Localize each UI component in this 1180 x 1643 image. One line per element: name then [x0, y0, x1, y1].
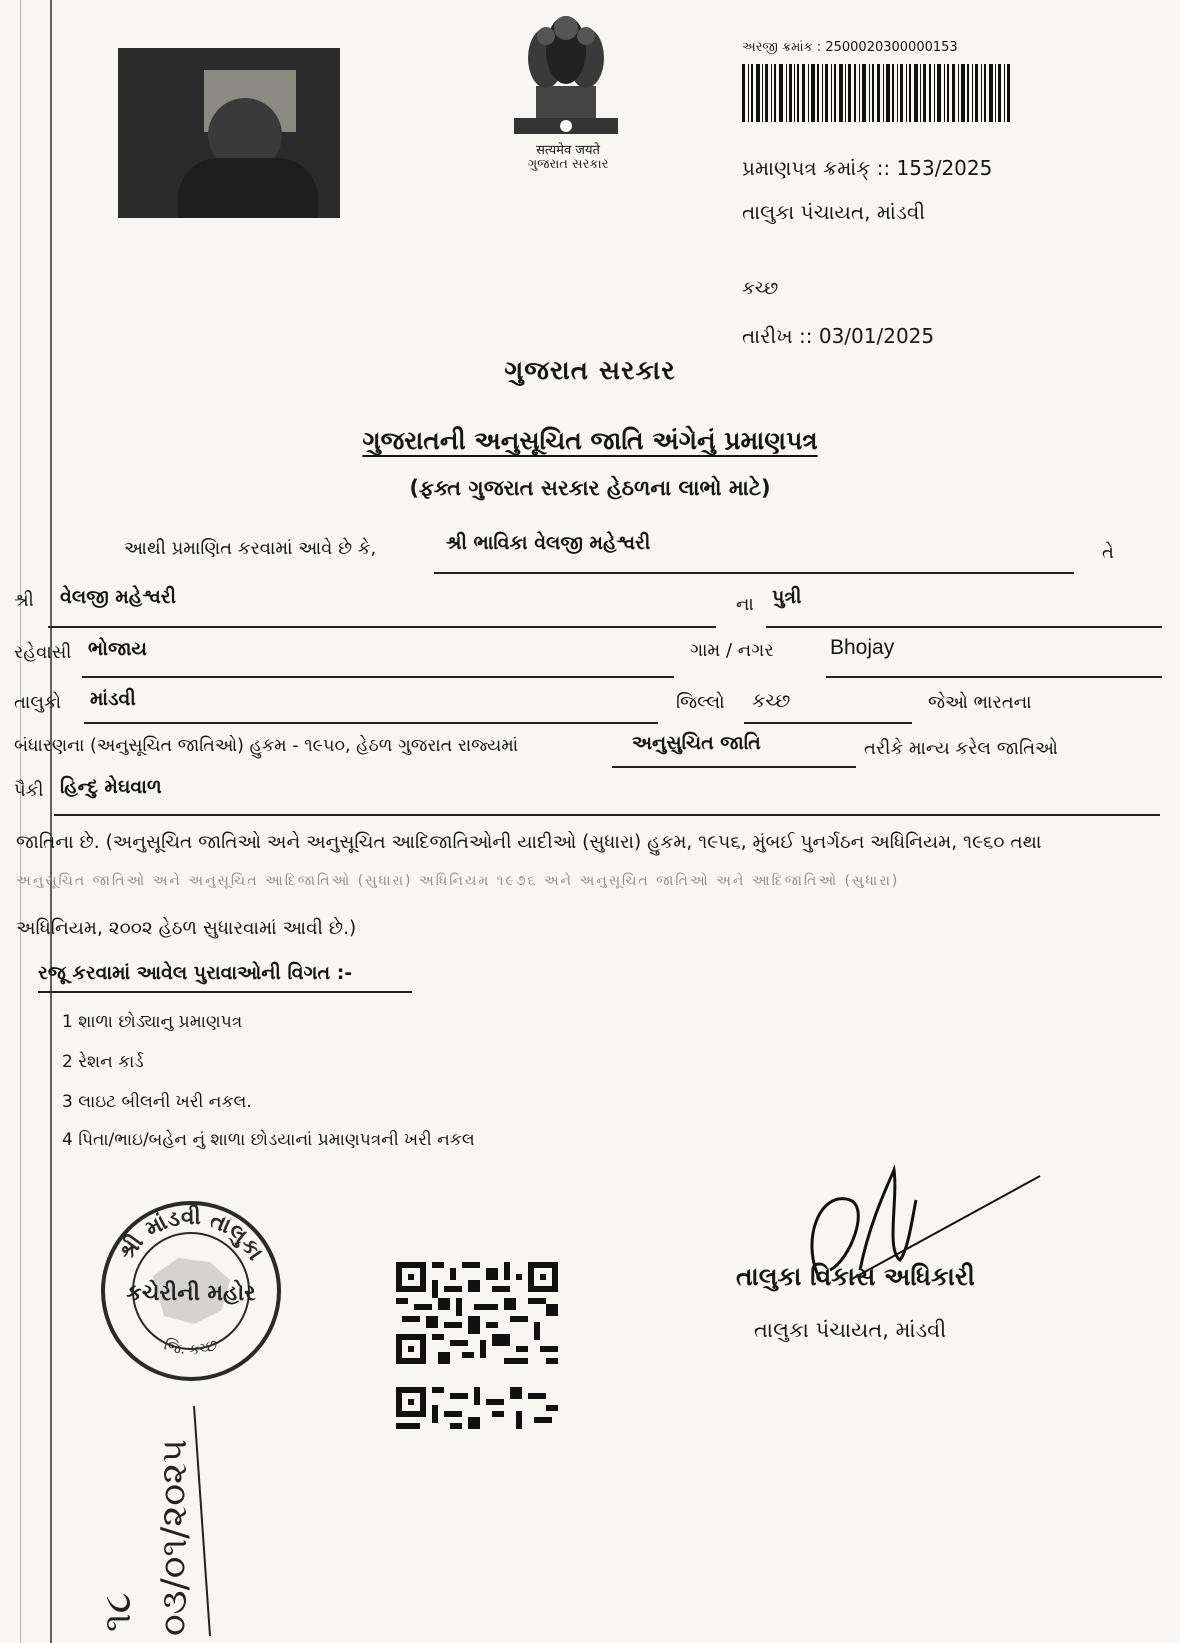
resident-line [82, 676, 674, 678]
national-emblem-icon [506, 6, 626, 146]
government-title: ગુજરાત સરકાર [504, 356, 676, 386]
recognized-text: તરીકે માન્ય કરેલ જાતિઓ [864, 738, 1058, 759]
village-line [826, 676, 1162, 678]
document-item: 3 લાઇટ બીલની ખરી નકલ. [62, 1092, 252, 1112]
resident-label: રહેવાસી [14, 642, 72, 663]
issue-date: તારીખ :: 03/01/2025 [742, 324, 935, 348]
seal-top-text: શ્રી માંડવી તાલુકા [114, 1205, 268, 1265]
constitution-text: બંધારણના (અનુસૂચિત જાતિઓ) હુકમ - ૧૯૫૦, હેઠળ ગુજરાત રાજ્યમાં [14, 736, 518, 756]
documents-heading: રજૂ કરવામાં આવેલ પુરાવાઓની વિગત :- [38, 962, 353, 984]
seal-bottom-text: જિ. કચ્છ [161, 1335, 221, 1359]
certificate-title-text: ગુજરાતની અનુસૂચિત જાતિ અંગેનું પ્રમાણપત્ર [362, 426, 818, 455]
applicant-name: શ્રી ભાવિકા વેલજી મહેશ્વરી [446, 532, 651, 554]
category-value: અનુસુચિત જાતિ [632, 732, 761, 754]
documents-heading-underline [38, 991, 412, 993]
taluka-label: તાલુકો [14, 692, 62, 713]
resident-value: ભોજાય [88, 638, 147, 660]
certificate-subtitle: (ફક્ત ગુજરાત સરકાર હેઠળના લાભો માટે) [409, 476, 771, 500]
qr-code [396, 1386, 558, 1430]
document-item: 2 રેશન કાર્ડ [62, 1052, 144, 1072]
handwritten-note [60, 1400, 220, 1640]
document-item: 4 પિતા/ભાઇ/બહેન નું શાળા છોડયાનાં પ્રમાણપત્રની ખરી નકલ [62, 1130, 475, 1150]
caste-value: હિન્દુ મેઘવાળ [60, 776, 162, 798]
barcode [742, 64, 1010, 122]
na-text: ના [736, 594, 754, 615]
father-name: વેલજી મહેશ્વરી [60, 586, 177, 608]
india-text: જેઓ ભારતના [928, 692, 1032, 713]
taluka-line [84, 722, 658, 724]
taluka-value: માંડવી [90, 688, 136, 710]
relation-line [766, 626, 1162, 628]
category-line [612, 766, 856, 768]
officer-office: તાલુકા પંચાયત, માંડવી [754, 1318, 947, 1342]
among-label: પૈકી [14, 780, 44, 801]
certificate-number: પ્રમાણપત્ર ક્રમાંક્ :: 153/2025 [742, 156, 993, 180]
district-line [744, 722, 912, 724]
legal-paragraph-line-1: જાતિના છે. (અનુસૂચિત જાતિઓ અને અનુસૂચિત આદિજાતિઓની યાદીઓ (સુધારા) હુકમ, ૧૯૫૬, મુંબઈ પુનર્ગઠન અધિનિયમ, ૧૯૬૦ તથા [16, 832, 1042, 853]
handwritten-number: ૧૮ [95, 1592, 139, 1632]
applicant-photo [118, 48, 340, 218]
document-item: 1 શાળા છોડ્યાનુ પ્રમાણપત્ર [62, 1012, 243, 1032]
svg-text:શ્રી માંડવી તાલુકા [114, 1204, 268, 1265]
te-text: તે [1102, 542, 1114, 563]
village-label: ગામ / નગર [690, 640, 774, 661]
district-value: કચ્છ [752, 690, 791, 712]
handwritten-date: ૦૩/૦૧/૨૦૨૫ [154, 1439, 195, 1636]
photo-body [178, 158, 318, 218]
district-header: કચ્છ [742, 278, 779, 299]
father-line [48, 626, 716, 628]
district-label: જિલ્લો [676, 692, 725, 713]
emblem-caption: ગુજરાત સરકાર [527, 157, 609, 172]
margin-line [20, 0, 21, 1643]
village-value: Bhojay [830, 636, 895, 659]
issuing-office: તાલુકા પંચાયત, માંડવી [742, 200, 926, 224]
legal-paragraph-line-2: અનુસૂચિત જાતિઓ અને અનુસૂચિત આદિજાતિઓ (સુધારા) અધિનિયમ ૧૯૭૬ અને અનુસૂચિત જાતિઓ અને આદિજાતિઓ (સુધારા) [16, 873, 900, 889]
certificate-title [0, 426, 1180, 456]
legal-paragraph-line-3: અધિનિયમ, ૨૦૦૨ હેઠળ સુધારવામાં આવી છે.) [16, 918, 357, 939]
qr-code [396, 1262, 558, 1364]
svg-text:જિ. કચ્છ [162, 1335, 220, 1358]
relation: પુત્રી [772, 586, 802, 608]
margin-line [50, 0, 52, 1643]
application-number: અરજી ક્રમાંક : 2500020300000153 [742, 40, 958, 55]
officer-designation: તાલુકા વિકાસ અધિકારી [736, 1262, 975, 1291]
intro-text: આથી પ્રમાણિત કરવામાં આવે છે કે, [124, 538, 377, 559]
caste-line [54, 814, 1160, 816]
office-seal-stamp [98, 1198, 284, 1384]
emblem-motto: सत्यमेव जयते [536, 143, 600, 158]
shri-label: શ્રી [14, 590, 34, 611]
name-line [434, 572, 1074, 574]
seal-center-text: કચેરીની મહોર [126, 1281, 256, 1306]
